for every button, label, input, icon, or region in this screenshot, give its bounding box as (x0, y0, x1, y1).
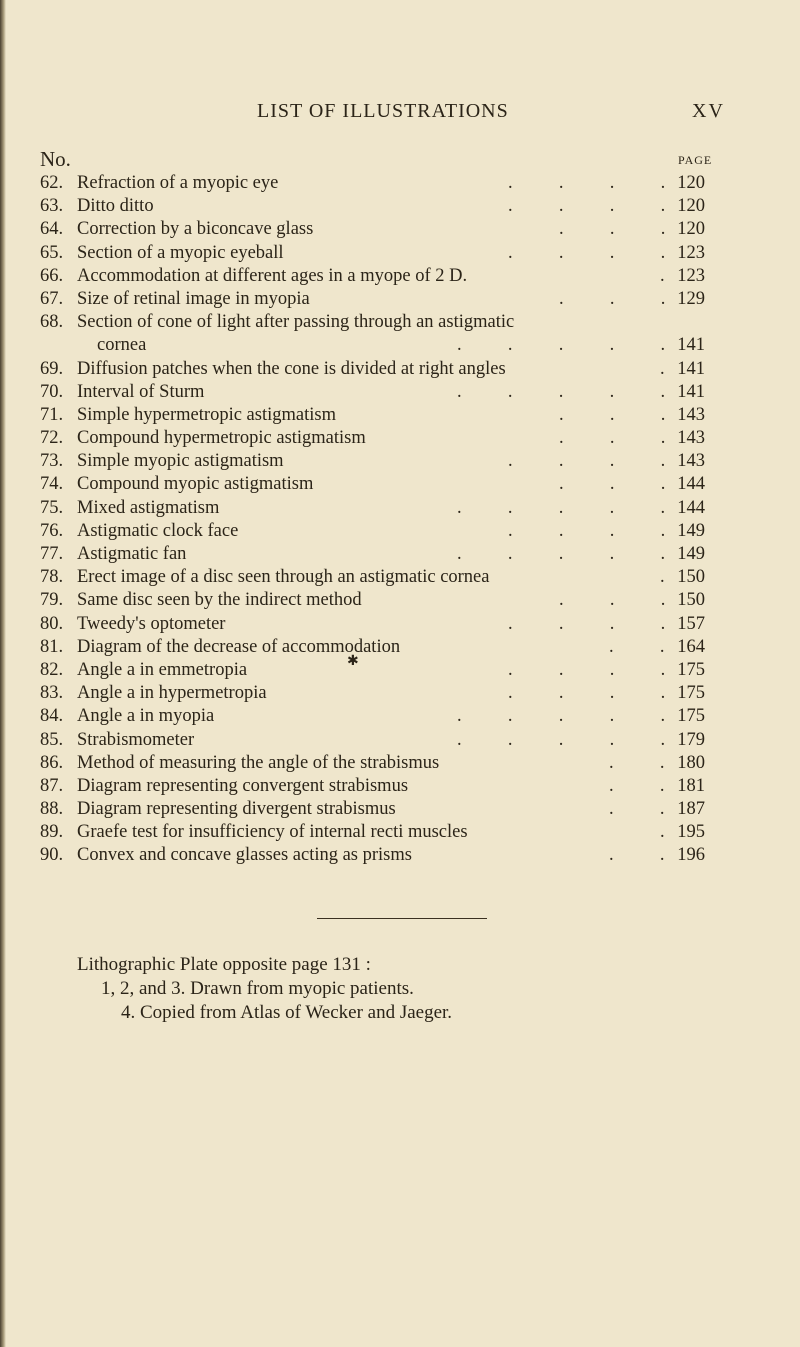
entry-page-number: 120 (677, 219, 705, 240)
entry-title: Graefe test for insufficiency of internal recti muscles (77, 822, 468, 843)
entry-number: 68. (40, 312, 64, 333)
dot-leaders: . (660, 822, 665, 843)
entry-page-number: 150 (677, 567, 705, 588)
entry-number: 76. (40, 520, 64, 541)
dot-leaders: . . (609, 845, 665, 866)
entry-title: Diagram of the decrease of accommodation (77, 636, 401, 657)
entry-page-number: 175 (677, 706, 705, 727)
dot-leaders: . . . . (508, 196, 666, 217)
entry-number: 85. (40, 729, 64, 750)
dot-leaders: . . (609, 799, 665, 820)
entry-number: 90. (40, 845, 64, 866)
entry-number: 81. (40, 636, 64, 657)
dot-leaders: . . . . (508, 613, 666, 634)
entry-page-number: 141 (677, 381, 705, 402)
entry-number: 89. (40, 822, 64, 843)
list-item (0, 265, 800, 288)
dot-leaders: . . (609, 636, 665, 657)
entry-number: 64. (40, 219, 64, 240)
list-item (0, 218, 800, 241)
entry-number: 84. (40, 706, 64, 727)
entry-page-number: 149 (677, 520, 705, 541)
entry-number: 88. (40, 799, 64, 820)
entry-title: Diagram representing divergent strabismus (77, 799, 396, 820)
entry-title: Method of measuring the angle of the strabismus (77, 752, 440, 773)
dot-leaders: . . . . (508, 520, 666, 541)
entry-title: Interval of Sturm (77, 381, 205, 402)
entry-number: 63. (40, 196, 64, 217)
list-item (0, 334, 800, 357)
entry-page-number: 120 (677, 173, 705, 193)
entry-page-number: 157 (677, 613, 705, 634)
entry-number: 72. (40, 428, 64, 449)
entry-page-number: 129 (677, 288, 705, 309)
list-item (0, 566, 800, 589)
entry-title: Compound hypermetropic astigmatism (77, 428, 366, 449)
list-item (0, 659, 800, 682)
list-item (0, 311, 800, 334)
entry-number: 73. (40, 451, 64, 472)
list-item (0, 381, 800, 404)
entry-number: 82. (40, 659, 64, 680)
entry-page-number: 144 (677, 474, 705, 495)
page-column-heading: PAGE (678, 153, 713, 167)
dot-leaders: . . . . (508, 659, 666, 680)
entry-number: 77. (40, 544, 64, 564)
list-item (0, 682, 800, 705)
entry-title: Simple hypermetropic astigmatism (77, 404, 336, 425)
entry-number: 80. (40, 613, 64, 634)
entry-number: 69. (40, 358, 64, 379)
list-item (0, 752, 800, 775)
dot-leaders: . . . . (508, 451, 666, 472)
list-item (0, 543, 800, 566)
plate-note-heading: Lithographic Plate opposite page 131 : (77, 954, 371, 975)
entry-page-number: 150 (677, 590, 705, 611)
dot-leaders: . (660, 567, 665, 588)
entry-title: Angle a in hypermetropia (77, 683, 267, 704)
entry-title: cornea (97, 335, 147, 356)
entry-page-number: 195 (677, 822, 705, 843)
list-item (0, 195, 800, 218)
entry-title: Correction by a biconcave glass (77, 219, 314, 240)
entry-number: 67. (40, 288, 64, 309)
dot-leaders: . . . . . (457, 544, 666, 564)
entry-page-number: 123 (677, 265, 705, 286)
entry-page-number: 141 (677, 335, 705, 356)
entry-page-number: 196 (677, 845, 705, 866)
list-item (0, 288, 800, 311)
list-item (0, 798, 800, 821)
dot-leaders: . . . . (508, 242, 666, 263)
entry-number: 65. (40, 242, 64, 263)
list-item (0, 613, 800, 636)
entry-number: 75. (40, 497, 64, 518)
dot-leaders: . . . . . (457, 335, 666, 356)
dot-leaders: . . . . . (457, 729, 666, 750)
list-item (0, 427, 800, 450)
entry-number: 66. (40, 265, 64, 286)
list-item (0, 705, 800, 728)
entry-page-number: 143 (677, 451, 705, 472)
running-header (0, 100, 800, 130)
dot-leaders: . . (609, 752, 665, 773)
dot-leaders: . (660, 358, 665, 379)
entry-number: 78. (40, 567, 64, 588)
entry-number: 83. (40, 683, 64, 704)
entry-number: 79. (40, 590, 64, 611)
entry-page-number: 144 (677, 497, 705, 518)
entry-page-number: 180 (677, 752, 705, 773)
list-item (0, 589, 800, 612)
list-item (0, 844, 800, 867)
entry-page-number: 175 (677, 659, 705, 680)
plate-note-line: 1, 2, and 3. Drawn from myopic patients. (101, 978, 414, 999)
dot-leaders: . . . (559, 474, 666, 495)
entry-page-number: 143 (677, 428, 705, 449)
list-item (0, 242, 800, 265)
entry-number: 70. (40, 381, 64, 402)
entry-page-number: 123 (677, 242, 705, 263)
entry-title: Refraction of a myopic eye (77, 173, 279, 193)
entry-page-number: 164 (677, 636, 705, 657)
dot-leaders: . . . (559, 219, 666, 240)
entry-number: 71. (40, 404, 64, 425)
column-headings (0, 147, 800, 171)
entry-page-number: 187 (677, 799, 705, 820)
plate-note-line: 4. Copied from Atlas of Wecker and Jaeger. (121, 1002, 453, 1023)
entry-title: Tweedy's optometer (77, 613, 226, 634)
entry-number: 86. (40, 752, 64, 773)
entry-title: Size of retinal image in myopia (77, 288, 310, 309)
entry-title: Diffusion patches when the cone is divided at right angles (77, 358, 506, 379)
list-item (0, 821, 800, 844)
entry-page-number: 175 (677, 683, 705, 704)
entry-title: Angle a in emmetropia (77, 659, 248, 680)
entry-page-number: 179 (677, 729, 705, 750)
dot-leaders: . . . . (508, 173, 666, 193)
entry-page-number: 141 (677, 358, 705, 379)
entry-page-number: 181 (677, 775, 705, 796)
list-item (0, 358, 800, 381)
dot-leaders: . . . . . (457, 381, 666, 402)
entry-title: Compound myopic astigmatism (77, 474, 314, 495)
dot-leaders: . . (609, 775, 665, 796)
entry-title: Accommodation at different ages in a myope of 2 D. (77, 265, 468, 286)
section-divider (317, 918, 487, 919)
entry-title: Erect image of a disc seen through an astigmatic cornea (77, 567, 490, 588)
entry-number: 62. (40, 173, 64, 193)
entry-number: 87. (40, 775, 64, 796)
entry-page-number: 143 (677, 404, 705, 425)
list-item (0, 520, 800, 543)
entry-page-number: 120 (677, 196, 705, 217)
printer-mark-icon: ✱ (347, 654, 359, 669)
entry-title: Convex and concave glasses acting as prisms (77, 845, 412, 866)
list-item (0, 729, 800, 752)
entry-number: 74. (40, 474, 64, 495)
dot-leaders: . . . (559, 404, 666, 425)
dot-leaders: . . . (559, 590, 666, 611)
entry-title: Diagram representing convergent strabismus (77, 775, 409, 796)
dot-leaders: . . . (559, 288, 666, 309)
list-item (0, 404, 800, 427)
entry-title: Simple myopic astigmatism (77, 451, 284, 472)
list-item (0, 450, 800, 473)
list-item (0, 473, 800, 496)
list-item (0, 497, 800, 520)
dot-leaders: . . . (559, 428, 666, 449)
entry-title: Section of a myopic eyeball (77, 242, 284, 263)
entry-title: Astigmatic fan (77, 544, 187, 564)
list-item (0, 775, 800, 798)
list-item (0, 172, 800, 195)
entry-title: Angle a in myopia (77, 706, 215, 727)
entry-title: Mixed astigmatism (77, 497, 220, 518)
entry-title: Section of cone of light after passing through an astigmatic (77, 312, 515, 333)
entry-title: Same disc seen by the indirect method (77, 590, 362, 611)
dot-leaders: . (660, 265, 665, 286)
entry-page-number: 149 (677, 544, 705, 564)
illustration-list (0, 172, 800, 868)
entry-title: Ditto ditto (77, 196, 154, 217)
entry-title: Strabismometer (77, 729, 195, 750)
entry-title: Astigmatic clock face (77, 520, 239, 541)
header-title: LIST OF ILLUSTRATIONS (257, 100, 509, 122)
dot-leaders: . . . . (508, 683, 666, 704)
list-item (0, 636, 800, 659)
header-page-number: XV (692, 100, 725, 122)
number-column-heading: No. (40, 147, 71, 171)
dot-leaders: . . . . . (457, 706, 666, 727)
dot-leaders: . . . . . (457, 497, 666, 518)
